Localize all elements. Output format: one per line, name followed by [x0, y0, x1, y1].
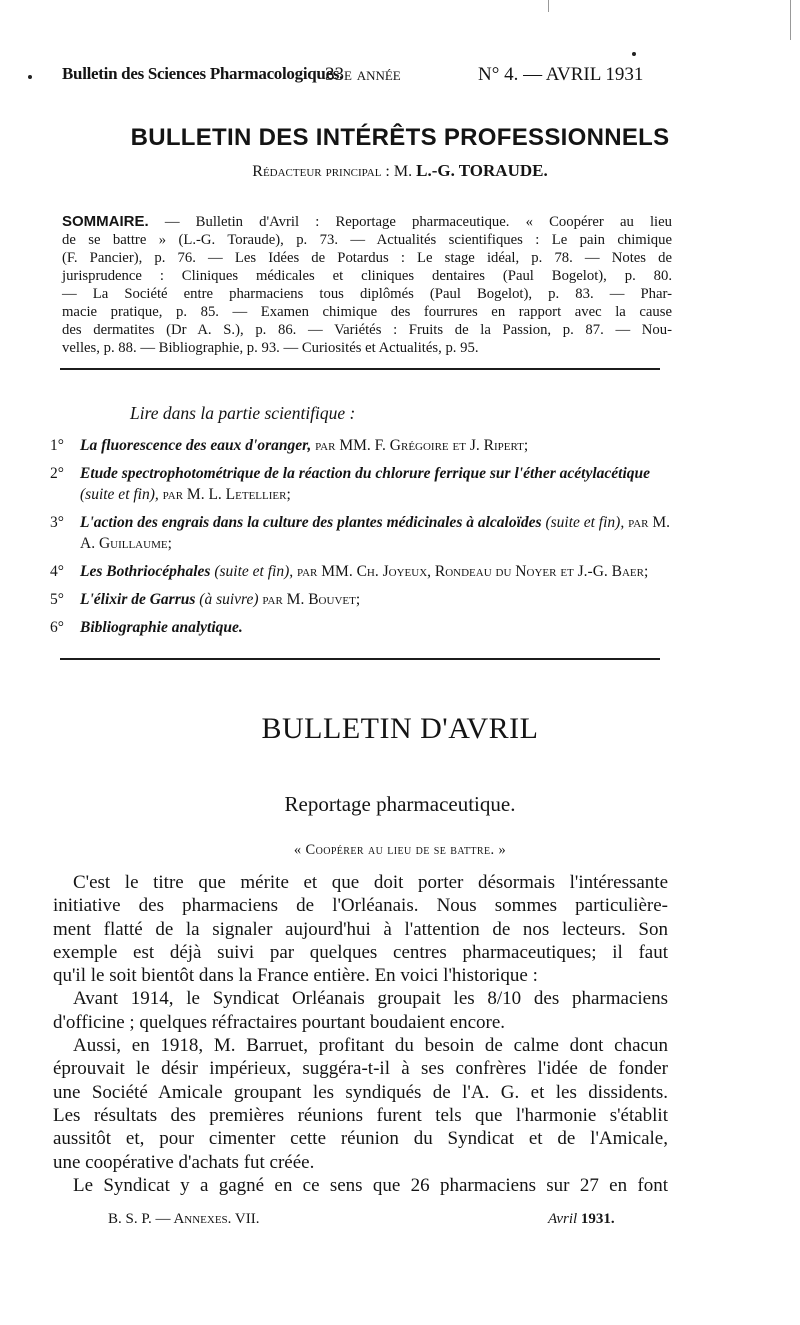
summary-line: — La Société entre pharmaciens tous diplômés (Paul Bogelot), p. 83. — Phar-	[62, 286, 672, 302]
list-item: 2° Etude spectrophotométrique de la réaction du chlorure ferrique sur l'éther acétylacétique (suite et fin), par M. L. Letellier;	[50, 465, 651, 503]
editor-name: L.-G. TORAUDE.	[416, 161, 548, 180]
body-line: ment flatté de la signaler aujourd'hui à l'attention de nos lecteurs. Son	[53, 918, 668, 940]
divider-rule	[60, 658, 660, 660]
body-line: Les résultats des premières réunions furent tels que l'harmonie s'établit	[53, 1104, 668, 1126]
footer-left: B. S. P. — Annexes. VII.	[108, 1211, 260, 1227]
journal-title: Bulletin des Sciences Pharmacologiques.	[62, 64, 344, 83]
body-line: C'est le titre que mérite et que doit porter désormais l'intéressante	[73, 872, 668, 893]
article-body	[53, 871, 668, 1197]
scan-dot	[28, 75, 32, 79]
body-line: éprouvait le désir impérieux, suggéra-t-il à ses confrères l'idée de fonder	[53, 1058, 668, 1080]
summary-line: SOMMAIRE. — Bulletin d'Avril : Reportage pharmaceutique. « Coopérer au lieu	[62, 213, 672, 230]
scan-dot	[632, 52, 636, 56]
summary-line: (F. Pancier), p. 76. — Les Idées de Potardus : Le stage idéal, p. 78. — Notes de	[62, 250, 672, 266]
scan-mark	[548, 0, 549, 12]
list-item: 6° Bibliographie analytique.	[50, 619, 243, 636]
summary-line: macie pratique, p. 85. — Examen chimique des fourrures en rapport avec la cause	[62, 304, 672, 320]
editor-line	[0, 161, 800, 181]
summary-label: SOMMAIRE.	[62, 213, 149, 230]
summary-line: des dermatites (Dr A. S.), p. 86. — Variétés : Fruits de la Passion, p. 87. — Nou-	[62, 322, 672, 338]
body-line: qu'il le soit bientôt dans la France entière. En voici l'historique :	[53, 965, 538, 987]
scan-mark	[790, 0, 791, 40]
editor-label: Rédacteur principal : M.	[252, 163, 413, 180]
list-item: 5° L'élixir de Garrus (à suivre) par M. Bouvet;	[50, 591, 361, 608]
issue-label: N° 4. — AVRIL 1931	[478, 64, 644, 85]
summary-line: de se battre » (L.-G. Toraude), p. 73. — Actualités scientifiques : Le pain chimique	[62, 232, 672, 248]
list-item: 4° Les Bothriocéphales (suite et fin), par MM. Ch. Joyeux, Rondeau du Noyer et J.-G. Baer;	[50, 563, 649, 580]
divider-rule	[60, 368, 660, 370]
body-line: aussitôt et, pour cimenter cette réunion du Syndicat et de l'Amicale,	[53, 1128, 668, 1150]
bulletin-title: BULLETIN D'AVRIL	[261, 712, 539, 745]
bulletin-subtitle: Reportage pharmaceutique.	[284, 792, 516, 816]
body-line: initiative des pharmaciens de l'Orléanais. Nous sommes particulière-	[53, 895, 668, 917]
body-line: Avant 1914, le Syndicat Orléanais groupait les 8/10 des pharmaciens	[73, 988, 668, 1010]
scientific-list	[50, 435, 670, 645]
scientific-heading: Lire dans la partie scientifique :	[130, 403, 356, 423]
list-item: 3° L'action des engrais dans la culture des plantes médicinales à alcaloïdes (suite et fin), par M. A. Guillaume;	[50, 514, 671, 552]
body-line: une Société Amicale groupant les syndiqués de l'A. G. et les dissidents.	[53, 1081, 668, 1103]
body-line: Aussi, en 1918, M. Barruet, profitant du besoin de calme dont chacun	[73, 1035, 668, 1057]
body-line: exemple est déjà suivi par quelques centres pharmaceutiques; il faut	[53, 941, 668, 963]
year-label: 33e année	[325, 64, 401, 85]
body-line: une coopérative d'achats fut créée.	[53, 1151, 315, 1173]
footer-date: Avril 1931.	[548, 1211, 615, 1227]
list-item: 1° La fluorescence des eaux d'oranger, par MM. F. Grégoire et J. Ripert;	[50, 437, 529, 454]
bulletin-quote: « Coopérer au lieu de se battre. »	[293, 842, 507, 858]
body-line: d'officine ; quelques réfractaires pourtant boudaient encore.	[53, 1011, 506, 1033]
summary-block	[62, 213, 672, 357]
summary-line: jurisprudence : Cliniques médicales et cliniques dentaires (Paul Bogelot), p. 80.	[62, 268, 672, 284]
summary-line: velles, p. 88. — Bibliographie, p. 93. — Curiosités et Actualités, p. 95.	[62, 340, 479, 356]
body-line: Le Syndicat y a gagné en ce sens que 26 pharmaciens sur 27 en font	[73, 1174, 668, 1196]
section-title: BULLETIN DES INTÉRÊTS PROFESSIONNELS	[130, 124, 670, 151]
